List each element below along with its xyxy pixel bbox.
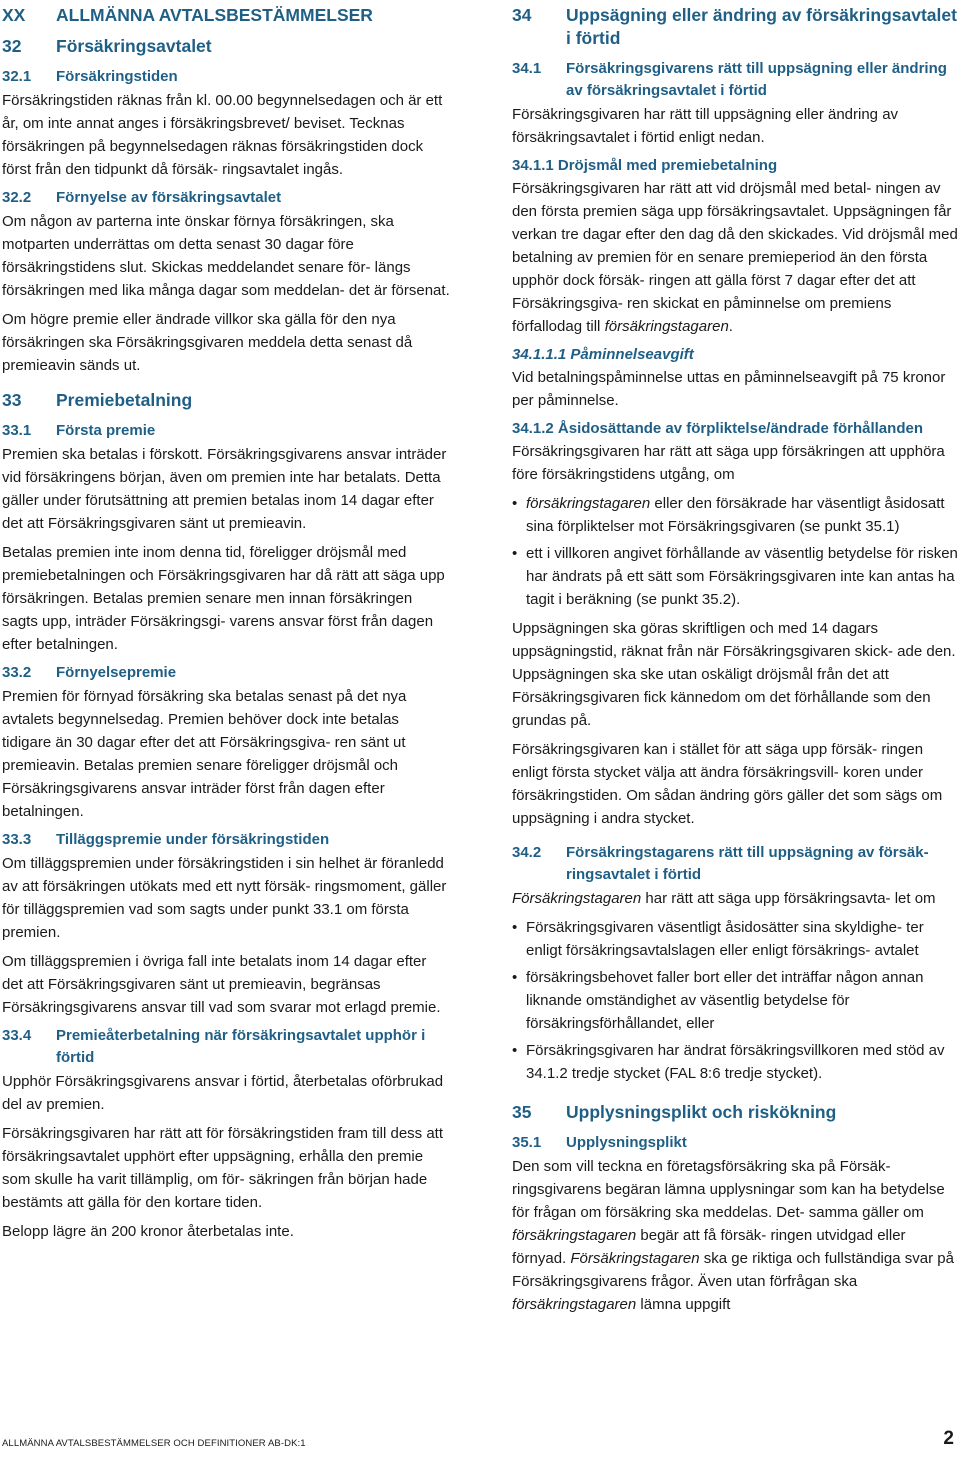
list-item: • försäkringsbehovet faller bort eller det inträffar någon annan liknande omständighet av väsentlig betydelse för försäkringsförhållandet, eller [512, 966, 958, 1035]
section-title: Dröjsmål med premiebetalning [557, 157, 778, 174]
paragraph: Vid betalningspåminnelse uttas en påminnelseavgift på 75 kronor per påminnelse. [512, 369, 946, 409]
section-33-4-heading [2, 1025, 450, 1069]
paragraph: Premien för förnyad försäkring ska betalas senast på det nya avtalets begynnelsedag. Premien behöver dock inte betalas tidigare än 30 dagar efter det att Försäkringsgiva- ren sänt ut premieavin. Betalas premien senare föreligger dröjsmål och Försäkringsgivarens ansvar inträder först från dagen efter betalningen. [2, 688, 407, 820]
page-number: 2 [943, 1428, 954, 1449]
section-34-1-1-1-heading [512, 344, 958, 366]
list-item: • Försäkringsgivaren väsentligt åsidosätter sina skyldighe- ter enligt försäkringsavtalslagen eller enligt försäkrings- avtalet [512, 916, 958, 962]
section-number: 32.2 [2, 189, 32, 206]
list-item [512, 492, 958, 538]
section-title: Upplysningsplikt [566, 1134, 687, 1151]
section-33-1-heading [2, 420, 450, 442]
section-number: 34.1.1 [512, 157, 554, 174]
section-title: Försäkringstiden [56, 68, 178, 85]
paragraph [512, 177, 958, 338]
section-35-1-heading [512, 1132, 958, 1154]
section-number: 35.1 [512, 1134, 542, 1151]
section-33-heading [2, 389, 450, 412]
section-number: 34.2 [512, 844, 542, 861]
section-title: Försäkringsavtalet [56, 36, 212, 56]
text-run: har rätt att säga upp försäkringsavta- let om [641, 890, 936, 907]
text-run: begär att få försäk- ringen utvidgad eller förnyad. [512, 1227, 906, 1267]
paragraph: Försäkringstiden räknas från kl. 00.00 begynnelsedagen och är ett år, om inte annat anges i försäkringsbrevet/ beviset. Tecknas försäkringen på begynnelsedagen räknas försäkringstiden dock först från den tidpunkt då försäk- ringsavtalet ingås. [2, 92, 443, 178]
section-32-2-heading [2, 187, 450, 209]
paragraph: Försäkringsgivaren har rätt att säga upp försäkringen att upphöra före försäkringstidens utgång, om [512, 443, 945, 483]
section-title: Första premie [56, 422, 156, 439]
section-title: Förnyelse av försäkringsavtalet [56, 189, 282, 206]
paragraph: Belopp lägre än 200 kronor återbetalas inte. [2, 1223, 294, 1240]
italic-term: försäkringstagaren [512, 1296, 637, 1313]
paragraph: Om någon av parterna inte önskar förnya försäkringen, ska motparten underrättas om detta senast 30 dagar före försäkringstidens slut. Skickas meddelandet senare för- längs försäkringen med lika många dagar som meddelan- det är försenat. [2, 213, 450, 299]
section-title: Premieåterbetalning när försäkringsavtalet upphör i förtid [56, 1027, 426, 1066]
text-run: . [728, 318, 733, 335]
text-run: Försäkringsgivaren har rätt att vid dröjsmål med betal- ningen av den första premien säga upp försäkringsavtalet. Uppsägningen får verkan tre dagar efter den dag då den skickades. Vid dröjsmål med betalning av premien för en senare premieperiod än den första upphör dock försäk- ringen att gälla först 7 dagar efter det att Försäkringsgiva- ren skickat en påminnelse om premiens förfallodag till [512, 180, 958, 335]
section-34-1-heading [512, 58, 958, 102]
section-title: Uppsägning eller ändring av försäkringsavtalet i förtid [566, 5, 957, 48]
section-number: 32.1 [2, 68, 32, 85]
section-title: ALLMÄNNA AVTALSBESTÄMMELSER [56, 5, 373, 25]
section-number: 33.4 [2, 1027, 32, 1044]
paragraph: Betalas premien inte inom denna tid, föreligger dröjsmål med premiebetalningen och Försäkringsgivaren har då rätt att säga upp försäkringen. Betalas premien senare men innan försäkringen sagts upp, inträder Försäkringsgi- varens ansvar först från dagen efter betalningen. [2, 544, 445, 653]
section-title: Försäkringstagarens rätt till uppsägning av försäk- ringsavtalet i förtid [566, 844, 929, 883]
italic-term: försäkringstagaren [512, 1227, 637, 1244]
section-34-2-heading [512, 842, 958, 886]
section-34-heading [512, 4, 958, 50]
paragraph: Upphör Försäkringsgivarens ansvar i förtid, återbetalas oförbrukad del av premien. [2, 1073, 444, 1113]
section-33-2-heading [2, 662, 450, 684]
list-item: • Försäkringsgivaren har ändrat försäkringsvillkoren med stöd av 34.1.2 tredje stycket (FAL 8:6 tredje stycket). [512, 1039, 958, 1085]
section-number: 34.1.1.1 [512, 346, 567, 363]
paragraph: Premien ska betalas i förskott. Försäkringsgivarens ansvar inträder vid försäkringens början, även om premien inte har betalats. Detta gäller under förutsättning att premien betalas inom 14 dagar efter det att Försäkringsgivaren sänt ut premieavin. [2, 446, 447, 532]
section-number: XX [2, 5, 26, 25]
text-run: lämna uppgift [636, 1296, 731, 1313]
text-run: eller den försäkrade har väsentligt åsidosatt sina förpliktelser mot Försäkringsgivaren (se punkt 35.1) [526, 495, 945, 535]
section-number: 33.3 [2, 831, 32, 848]
left-column [2, 4, 450, 1249]
section-title: Premiebetalning [56, 390, 193, 410]
section-35-heading [512, 1101, 958, 1124]
paragraph: Försäkringsgivaren kan i stället för att säga upp försäk- ringen enligt första stycket välja att ändra försäkringsvill- koren under försäkringstiden. Om sådan ändring görs gäller det som sägs om uppsägning i andra stycket. [512, 741, 943, 827]
section-number: 33.2 [2, 664, 32, 681]
right-column [512, 4, 958, 1322]
paragraph [512, 1155, 958, 1316]
italic-term: Försäkringstagaren [512, 890, 642, 907]
section-title: Tilläggspremie under försäkringstiden [56, 831, 330, 848]
text-run: Den som vill teckna en företagsförsäkring ska på Försäk- ringsgivarens begäran lämna upplysningar som kan ha betydelse för frågan om försäkring ska meddelas. Det- samma gäller om [512, 1158, 945, 1221]
section-title: Upplysningsplikt och riskökning [566, 1102, 837, 1122]
section-34-1-2-heading [512, 418, 958, 440]
section-number: 34 [512, 5, 532, 25]
section-title: Påminnelseavgift [570, 346, 694, 363]
section-number: 33.1 [2, 422, 32, 439]
paragraph: Om tilläggspremien i övriga fall inte betalats inom 14 dagar efter det att Försäkringsgivaren sänt ut premieavin, begränsas Försäkringsgivarens ansvar till vad som svarar mot erlagd premie. [2, 953, 441, 1016]
section-number: 34.1.2 [512, 420, 554, 437]
text-run: ett i villkoren angivet förhållande av väsentlig betydelse för risken har ändrats på ett sätt som Försäkringsgivaren inte kan antas ha tagit i beräkning (se punkt 35.2). [526, 545, 958, 608]
section-number: 35 [512, 1102, 532, 1122]
section-number: 34.1 [512, 60, 542, 77]
paragraph: Om tilläggspremien under försäkringstiden i sin helhet är föranledd av att försäkringen utökats med ett nytt försäk- ringsmoment, gäller för tilläggspremien vad som sagts under punkt 33.1 om första premien. [2, 855, 447, 941]
paragraph: Uppsägningen ska göras skriftligen och med 14 dagars uppsägningstid, räknat från när Försäkringsgivaren skick- ade den. Uppsägningen ska ske utan oskäligt dröjsmål från det att Försäkringsgivaren fick kännedom om det förhållande som den grundas på. [512, 620, 956, 729]
section-32-1-heading [2, 66, 450, 88]
bullet-list [512, 492, 958, 611]
section-number: 32 [2, 36, 22, 56]
paragraph: Försäkringsgivaren har rätt att för försäkringstiden fram till dess att försäkringsavtalet upphört efter uppsägning, erhålla den premie som skulle ha varit tillämplig, om för- säkringen från början hade bestämts att gälla för den kortare tiden. [2, 1125, 444, 1211]
paragraph [512, 887, 958, 910]
italic-term: Försäkringstagaren [570, 1250, 700, 1267]
italic-term: försäkringstagaren [526, 495, 651, 512]
paragraph: Försäkringsgivaren har rätt till uppsägning eller ändring av försäkringsavtalet i förtid enligt nedan. [512, 106, 899, 146]
section-title: Förnyelsepremie [56, 664, 177, 681]
text-run: ska ge riktiga och fullständiga svar på Försäkringsgivarens frågor. Även utan förfrågan ska [512, 1250, 954, 1290]
bullet-list [512, 916, 958, 1085]
section-33-3-heading [2, 829, 450, 851]
footer-document-title: ALLMÄNNA AVTALSBESTÄMMELSER OCH DEFINITIONER AB-DK:1 [2, 1438, 306, 1449]
list-item [512, 542, 958, 611]
section-title: Försäkringsgivarens rätt till uppsägning eller ändring av försäkringsavtalet i förtid [566, 60, 947, 99]
section-number: 33 [2, 390, 22, 410]
section-title: Åsidosättande av förpliktelse/ändrade förhållanden [557, 420, 923, 437]
section-32-heading [2, 35, 450, 58]
paragraph: Om högre premie eller ändrade villkor ska gälla för den nya försäkringen ska Försäkringsgivaren meddela detta senast då premieavin sänds ut. [2, 311, 413, 374]
section-34-1-1-heading [512, 155, 958, 177]
italic-term: försäkringstagaren [604, 318, 729, 335]
section-xx-heading [2, 4, 450, 27]
